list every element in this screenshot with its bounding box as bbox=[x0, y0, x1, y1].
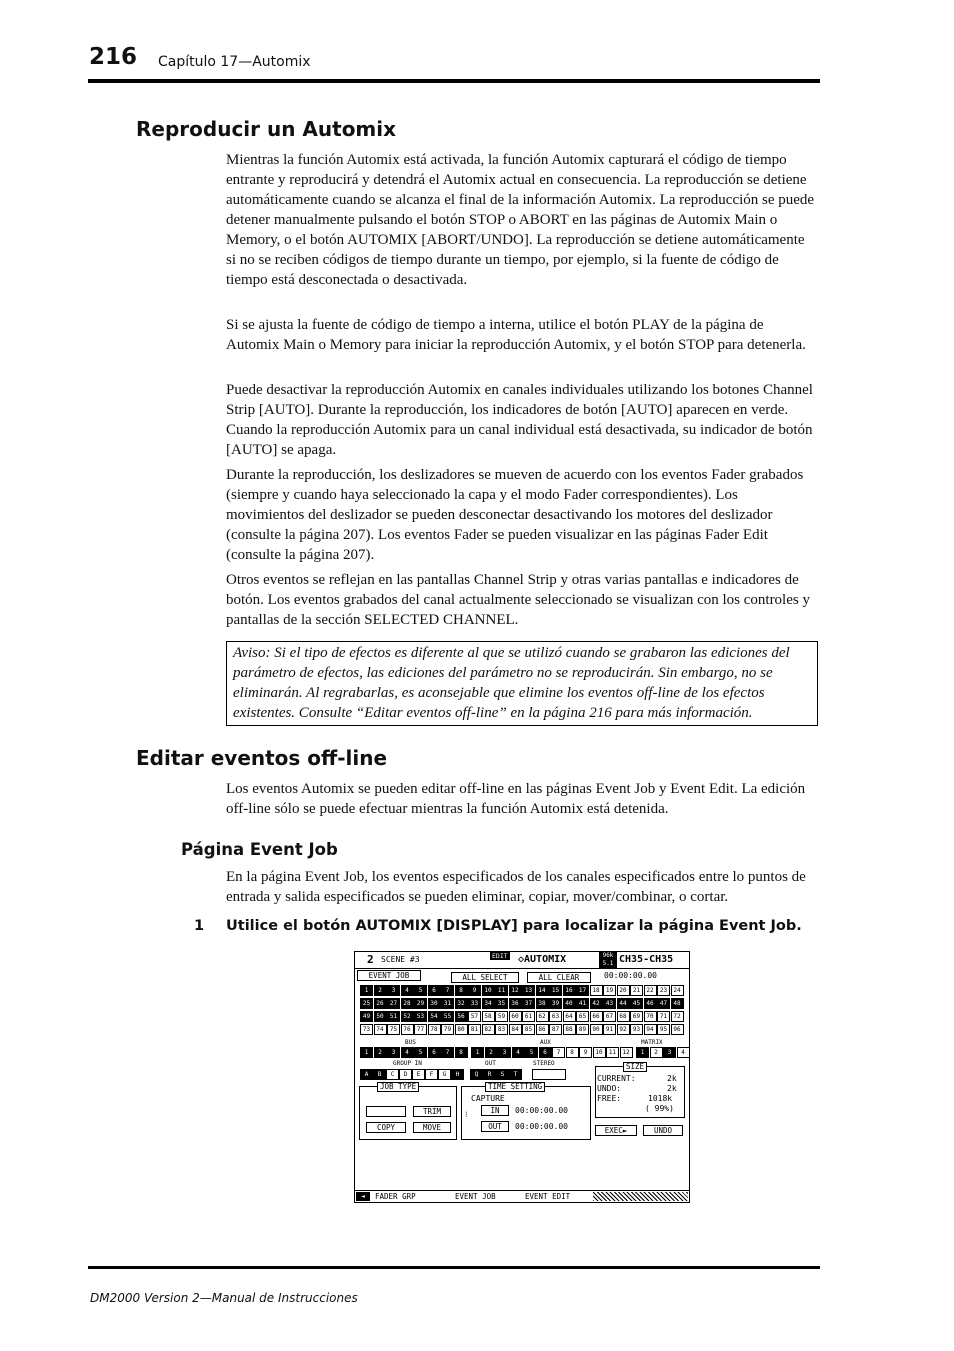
group-out-button-s[interactable]: S bbox=[496, 1069, 509, 1080]
channel-button-10[interactable]: 10 bbox=[482, 985, 495, 996]
channel-button-16[interactable]: 16 bbox=[563, 985, 576, 996]
capture-out-button[interactable]: OUT bbox=[481, 1121, 509, 1132]
bus-aux-matrix-button-21[interactable]: 1 bbox=[636, 1047, 649, 1058]
channel-button-66[interactable]: 66 bbox=[590, 1011, 603, 1022]
channel-button-29[interactable]: 29 bbox=[414, 998, 427, 1009]
rate-bottom: 5.1 bbox=[602, 960, 614, 967]
paragraph: En la página Event Job, los eventos especificados de los canales especificados entre lo puntos de entrada y salida especificados se pueden eliminar, copiar, mover/combinar, o cortar. bbox=[226, 869, 806, 905]
step-1 bbox=[194, 918, 802, 934]
bus-aux-matrix-button-17[interactable]: 9 bbox=[579, 1047, 592, 1058]
channel-button-36[interactable]: 36 bbox=[509, 998, 522, 1009]
bus-aux-matrix-button-18[interactable]: 10 bbox=[593, 1047, 606, 1058]
channel-button-63[interactable]: 63 bbox=[549, 1011, 562, 1022]
channel-button-21[interactable]: 21 bbox=[630, 985, 643, 996]
tab-scroll-left-icon[interactable]: ◄ bbox=[356, 1192, 370, 1201]
channel-button-49[interactable]: 49 bbox=[360, 1011, 373, 1022]
bus-aux-matrix-button-4[interactable]: 4 bbox=[401, 1047, 414, 1058]
channel-button-15[interactable]: 15 bbox=[549, 985, 562, 996]
job-type-label: JOB TYPE bbox=[377, 1082, 419, 1092]
arrow-right-icon: ► bbox=[622, 1126, 628, 1135]
channel-button-57[interactable]: 57 bbox=[468, 1011, 481, 1022]
channel-button-5[interactable]: 5 bbox=[414, 985, 427, 996]
group-out-button-t[interactable]: T bbox=[509, 1069, 522, 1080]
channel-button-11[interactable]: 11 bbox=[495, 985, 508, 996]
bus-aux-matrix-button-10[interactable]: 2 bbox=[485, 1047, 498, 1058]
time-setting-label: TIME SETTING bbox=[485, 1082, 545, 1092]
chapter-title: Capítulo 17—Automix bbox=[158, 54, 311, 70]
bus-aux-matrix-button-12[interactable]: 4 bbox=[512, 1047, 525, 1058]
capture-bracket-icon: ⁝ bbox=[465, 1110, 468, 1119]
bus-aux-matrix-button-14[interactable]: 6 bbox=[539, 1047, 552, 1058]
all-clear-button[interactable]: ALL CLEAR bbox=[527, 972, 591, 983]
paragraph: Si se ajusta la fuente de código de tiempo a interna, utilice el botón PLAY de la página de Automix Main o Memory para iniciar la reproducción Automix, y el botón STOP para detenerla. bbox=[226, 317, 806, 353]
channel-button-61[interactable]: 61 bbox=[522, 1011, 535, 1022]
section-title-reproducir: Reproducir un Automix bbox=[136, 117, 397, 141]
channel-button-87[interactable]: 87 bbox=[549, 1024, 562, 1035]
channel-button-94[interactable]: 94 bbox=[644, 1024, 657, 1035]
aux-label: AUX bbox=[540, 1039, 551, 1046]
time-display: 00:00:00.00 bbox=[604, 971, 657, 980]
channel-button-53[interactable]: 53 bbox=[414, 1011, 427, 1022]
channel-button-96[interactable]: 96 bbox=[671, 1024, 684, 1035]
scene-number: 2 bbox=[367, 953, 374, 966]
channel-button-55[interactable]: 55 bbox=[441, 1011, 454, 1022]
bus-aux-matrix-button-7[interactable]: 7 bbox=[441, 1047, 454, 1058]
channel-button-44[interactable]: 44 bbox=[617, 998, 630, 1009]
channel-button-54[interactable]: 54 bbox=[428, 1011, 441, 1022]
group-in-label: GROUP IN bbox=[393, 1060, 422, 1067]
channel-button-77[interactable]: 77 bbox=[414, 1024, 427, 1035]
channel-button-6[interactable]: 6 bbox=[428, 985, 441, 996]
channel-button-38[interactable]: 38 bbox=[536, 998, 549, 1009]
capture-label: CAPTURE bbox=[471, 1094, 505, 1103]
channel-button-37[interactable]: 37 bbox=[522, 998, 535, 1009]
channel-button-95[interactable]: 95 bbox=[657, 1024, 670, 1035]
paragraph: Puede desactivar la reproducción Automix en canales individuales utilizando los botones Channel Strip [AUTO]. Durante la reproducción, los indicadores de botón [AUTO] aparecen en verde. Cuando la reproducción Automix para un canal individual está desactivada, su indicador de botón [AUTO] se apaga. bbox=[226, 382, 813, 458]
group-in-button-c[interactable]: C bbox=[386, 1069, 399, 1080]
channel-button-2[interactable]: 2 bbox=[374, 985, 387, 996]
out-time: 00:00:00.00 bbox=[515, 1122, 568, 1131]
bus-aux-matrix-button-2[interactable]: 2 bbox=[374, 1047, 387, 1058]
group-in-button-b[interactable]: B bbox=[373, 1069, 386, 1080]
channel-button-93[interactable]: 93 bbox=[630, 1024, 643, 1035]
channel-button-26[interactable]: 26 bbox=[374, 998, 387, 1009]
channel-button-84[interactable]: 84 bbox=[509, 1024, 522, 1035]
channel-button-52[interactable]: 52 bbox=[401, 1011, 414, 1022]
bus-aux-matrix-button-1[interactable]: 1 bbox=[360, 1047, 373, 1058]
channel-button-1[interactable]: 1 bbox=[360, 985, 373, 996]
bus-aux-matrix-button-15[interactable]: 7 bbox=[552, 1047, 565, 1058]
bus-aux-matrix-button-23[interactable]: 3 bbox=[663, 1047, 676, 1058]
bus-aux-matrix-button-9[interactable]: 1 bbox=[471, 1047, 484, 1058]
channel-button-35[interactable]: 35 bbox=[495, 998, 508, 1009]
undo-size-value: 2k bbox=[667, 1084, 677, 1093]
channel-button-13[interactable]: 13 bbox=[522, 985, 535, 996]
channel-button-12[interactable]: 12 bbox=[509, 985, 522, 996]
move-button[interactable]: MOVE bbox=[413, 1122, 451, 1133]
channel-button-22[interactable]: 22 bbox=[644, 985, 657, 996]
channel-button-74[interactable]: 74 bbox=[374, 1024, 387, 1035]
trim-button[interactable]: TRIM bbox=[413, 1106, 451, 1117]
channel-button-34[interactable]: 34 bbox=[482, 998, 495, 1009]
channel-button-33[interactable]: 33 bbox=[468, 998, 481, 1009]
tab-event-job[interactable]: EVENT JOB bbox=[455, 1192, 496, 1201]
bus-aux-matrix-button-22[interactable]: 2 bbox=[650, 1047, 663, 1058]
bus-aux-matrix-button-8[interactable]: 8 bbox=[455, 1047, 468, 1058]
channel-button-42[interactable]: 42 bbox=[590, 998, 603, 1009]
channel-button-4[interactable]: 4 bbox=[401, 985, 414, 996]
channel-button-45[interactable]: 45 bbox=[630, 998, 643, 1009]
channel-button-9[interactable]: 9 bbox=[468, 985, 481, 996]
current-value: 2k bbox=[667, 1074, 677, 1083]
size-label: SIZE bbox=[623, 1062, 647, 1072]
exec-label: EXEC bbox=[604, 1126, 623, 1135]
undo-size-label: UNDO: bbox=[597, 1084, 622, 1093]
paragraph: Otros eventos se reflejan en las pantallas Channel Strip y otras varias pantallas e indicadores de botón. Los eventos grabados del canal actualmente seleccionado se visualizan con los controles y pantallas de la sección SELECTED CHANNEL. bbox=[226, 572, 810, 628]
channel-button-75[interactable]: 75 bbox=[387, 1024, 400, 1035]
group-in-button-e[interactable]: E bbox=[412, 1069, 425, 1080]
channel-button-51[interactable]: 51 bbox=[387, 1011, 400, 1022]
group-in-button-f[interactable]: F bbox=[425, 1069, 438, 1080]
channel-button-3[interactable]: 3 bbox=[387, 985, 400, 996]
channel-button-27[interactable]: 27 bbox=[387, 998, 400, 1009]
channel-button-69[interactable]: 69 bbox=[630, 1011, 643, 1022]
channel-button-62[interactable]: 62 bbox=[536, 1011, 549, 1022]
channel-button-90[interactable]: 90 bbox=[590, 1024, 603, 1035]
step-text: Utilice el botón AUTOMIX [DISPLAY] para localizar la página Event Job. bbox=[226, 918, 802, 934]
channel-button-46[interactable]: 46 bbox=[644, 998, 657, 1009]
footer-text: DM2000 Version 2—Manual de Instrucciones bbox=[90, 1291, 358, 1305]
channel-button-79[interactable]: 79 bbox=[441, 1024, 454, 1035]
channel-button-43[interactable]: 43 bbox=[603, 998, 616, 1009]
channel-button-56[interactable]: 56 bbox=[455, 1011, 468, 1022]
page-tabs bbox=[355, 1190, 689, 1202]
free-percent: ( 99%) bbox=[645, 1104, 674, 1113]
tab-hatch bbox=[593, 1192, 688, 1201]
channel-button-64[interactable]: 64 bbox=[563, 1011, 576, 1022]
stereo-label: STEREO bbox=[533, 1060, 555, 1067]
out-label: OUT bbox=[485, 1060, 496, 1067]
rate-top: 96k bbox=[602, 952, 614, 959]
channel-button-60[interactable]: 60 bbox=[509, 1011, 522, 1022]
channel-button-47[interactable]: 47 bbox=[657, 998, 670, 1009]
channel-button-76[interactable]: 76 bbox=[401, 1024, 414, 1035]
step-number: 1 bbox=[194, 918, 205, 934]
current-label: CURRENT: bbox=[597, 1074, 636, 1083]
erase-button[interactable]: ERASE bbox=[366, 1106, 406, 1117]
undo-button[interactable]: UNDO bbox=[643, 1125, 683, 1136]
bus-aux-matrix-button-24[interactable]: 4 bbox=[677, 1047, 690, 1058]
bus-aux-matrix-button-13[interactable]: 5 bbox=[525, 1047, 538, 1058]
channel-button-48[interactable]: 48 bbox=[671, 998, 684, 1009]
subsection-title: Página Event Job bbox=[181, 840, 338, 859]
channel-button-71[interactable]: 71 bbox=[657, 1011, 670, 1022]
rate-badge bbox=[599, 952, 617, 968]
channel-button-86[interactable]: 86 bbox=[536, 1024, 549, 1035]
edit-flag: EDIT bbox=[492, 952, 508, 960]
lcd-screen bbox=[354, 951, 690, 1203]
channel-button-50[interactable]: 50 bbox=[374, 1011, 387, 1022]
section-title-editar: Editar eventos off-line bbox=[136, 746, 388, 770]
exec-button[interactable] bbox=[595, 1125, 637, 1136]
copy-button[interactable]: COPY bbox=[366, 1122, 406, 1133]
free-value: 1018k bbox=[648, 1094, 673, 1103]
channel-button-8[interactable]: 8 bbox=[455, 985, 468, 996]
channel-button-32[interactable]: 32 bbox=[455, 998, 468, 1009]
channel-button-92[interactable]: 92 bbox=[617, 1024, 630, 1035]
channel-button-65[interactable]: 65 bbox=[576, 1011, 589, 1022]
bus-aux-matrix-button-19[interactable]: 11 bbox=[606, 1047, 619, 1058]
bus-aux-matrix-button-20[interactable]: 12 bbox=[620, 1047, 633, 1058]
tab-fader-grp[interactable]: FADER GRP bbox=[375, 1192, 416, 1201]
bus-aux-matrix-button-5[interactable]: 5 bbox=[414, 1047, 427, 1058]
group-in-button-a[interactable]: A bbox=[360, 1069, 373, 1080]
channel-button-58[interactable]: 58 bbox=[482, 1011, 495, 1022]
note-box: Aviso: Si el tipo de efectos es diferente al que se utilizó cuando se grabaron las ediciones del parámetro de efectos, las ediciones del parámetro no se reproducirán. Sin embargo, no se eliminarán. Al regrabarlas, es aconsejable que elimine los eventos off-line de los efectos existentes. Consulte “Editar eventos off-line” en la página 216 para más información. bbox=[226, 641, 818, 726]
bus-aux-matrix-button-11[interactable]: 3 bbox=[498, 1047, 511, 1058]
group-in-button-h[interactable]: H bbox=[451, 1069, 464, 1080]
capture-in-button[interactable]: IN bbox=[481, 1105, 509, 1116]
channel-button-81[interactable]: 81 bbox=[468, 1024, 481, 1035]
page-number: 216 bbox=[89, 44, 138, 70]
channel-button-59[interactable]: 59 bbox=[495, 1011, 508, 1022]
channel-button-30[interactable]: 30 bbox=[428, 998, 441, 1009]
paragraph: Durante la reproducción, los deslizadores se mueven de acuerdo con los eventos Fader grabados (siempre y cuando haya seleccionado la capa y el modo Fader correspondientes). Los movimientos del deslizador se pueden desconectar desactivando los motores del deslizador (consulte la página 207). Los eventos Fader se pueden visualizar en las páginas Fader Edit (consulte la página 207). bbox=[226, 467, 804, 563]
channel-button-83[interactable]: 83 bbox=[495, 1024, 508, 1035]
channel-button-89[interactable]: 89 bbox=[576, 1024, 589, 1035]
bus-label: BUS bbox=[405, 1039, 416, 1046]
channel-button-88[interactable]: 88 bbox=[563, 1024, 576, 1035]
in-time: 00:00:00.00 bbox=[515, 1106, 568, 1115]
paragraph: Los eventos Automix se pueden editar off-line en las páginas Event Job y Event Edit. La edición off-line sólo se puede efectuar mientras la función Automix está detenida. bbox=[226, 781, 806, 817]
footer-rule bbox=[88, 1266, 820, 1269]
tab-event-edit[interactable]: EVENT EDIT bbox=[525, 1192, 571, 1201]
channel-button-72[interactable]: 72 bbox=[671, 1011, 684, 1022]
channel-button-85[interactable]: 85 bbox=[522, 1024, 535, 1035]
channel-button-73[interactable]: 73 bbox=[360, 1024, 373, 1035]
scene-label: SCENE #3 bbox=[381, 955, 420, 964]
group-in-button-g[interactable]: G bbox=[438, 1069, 451, 1080]
channel-button-40[interactable]: 40 bbox=[563, 998, 576, 1009]
channel-button-70[interactable]: 70 bbox=[644, 1011, 657, 1022]
group-out-button-r[interactable]: R bbox=[483, 1069, 496, 1080]
channel-button-39[interactable]: 39 bbox=[549, 998, 562, 1009]
channel-button-91[interactable]: 91 bbox=[603, 1024, 616, 1035]
channel-button-67[interactable]: 67 bbox=[603, 1011, 616, 1022]
matrix-label: MATRIX bbox=[641, 1039, 663, 1046]
channel-button-25[interactable]: 25 bbox=[360, 998, 373, 1009]
bus-aux-matrix-button-3[interactable]: 3 bbox=[387, 1047, 400, 1058]
channel-button-41[interactable]: 41 bbox=[576, 998, 589, 1009]
group-in-button-d[interactable]: D bbox=[399, 1069, 412, 1080]
channel-button-31[interactable]: 31 bbox=[441, 998, 454, 1009]
stereo-button[interactable]: STEREO bbox=[532, 1069, 566, 1080]
free-label: FREE: bbox=[597, 1094, 622, 1103]
all-select-button[interactable]: ALL SELECT bbox=[451, 972, 519, 983]
channel-button-17[interactable]: 17 bbox=[576, 985, 589, 996]
channel-button-24[interactable]: 24 bbox=[671, 985, 684, 996]
channel-button-20[interactable]: 20 bbox=[617, 985, 630, 996]
header-rule bbox=[88, 79, 820, 83]
channel-button-80[interactable]: 80 bbox=[455, 1024, 468, 1035]
channel-button-78[interactable]: 78 bbox=[428, 1024, 441, 1035]
channel-button-18[interactable]: 18 bbox=[590, 985, 603, 996]
channel-button-82[interactable]: 82 bbox=[482, 1024, 495, 1035]
channel-button-14[interactable]: 14 bbox=[536, 985, 549, 996]
bus-aux-matrix-button-6[interactable]: 6 bbox=[428, 1047, 441, 1058]
channel-range: CH35-CH35 bbox=[619, 954, 674, 965]
bus-aux-matrix-button-16[interactable]: 8 bbox=[566, 1047, 579, 1058]
channel-button-23[interactable]: 23 bbox=[657, 985, 670, 996]
group-out-button-q[interactable]: Q bbox=[470, 1069, 483, 1080]
channel-button-7[interactable]: 7 bbox=[441, 985, 454, 996]
automix-title: ◇AUTOMIX bbox=[518, 954, 567, 965]
lcd-top-bar bbox=[355, 952, 689, 969]
event-job-tab-label: EVENT JOB bbox=[357, 970, 421, 981]
paragraph: Mientras la función Automix está activada, la función Automix capturará el código de tiempo entrante y reproducirá y detendrá el Automix actual en consecuencia. La reproducción se detiene automáticamente cuando se alcanza el final de la información Automix. La reproducción se puede detener manualmente pulsando el botón STOP o ABORT en las páginas de Automix Main o Memory, o el botón AUTOMIX [ABORT/UNDO]. La reproducción se detiene automáticamente si no se reciben códigos de tiempo durante un tiempo, por ejemplo, si la fuente de código de tiempo está desconectada o desactivada. bbox=[226, 152, 815, 288]
channel-button-19[interactable]: 19 bbox=[603, 985, 616, 996]
channel-button-28[interactable]: 28 bbox=[401, 998, 414, 1009]
channel-button-68[interactable]: 68 bbox=[617, 1011, 630, 1022]
